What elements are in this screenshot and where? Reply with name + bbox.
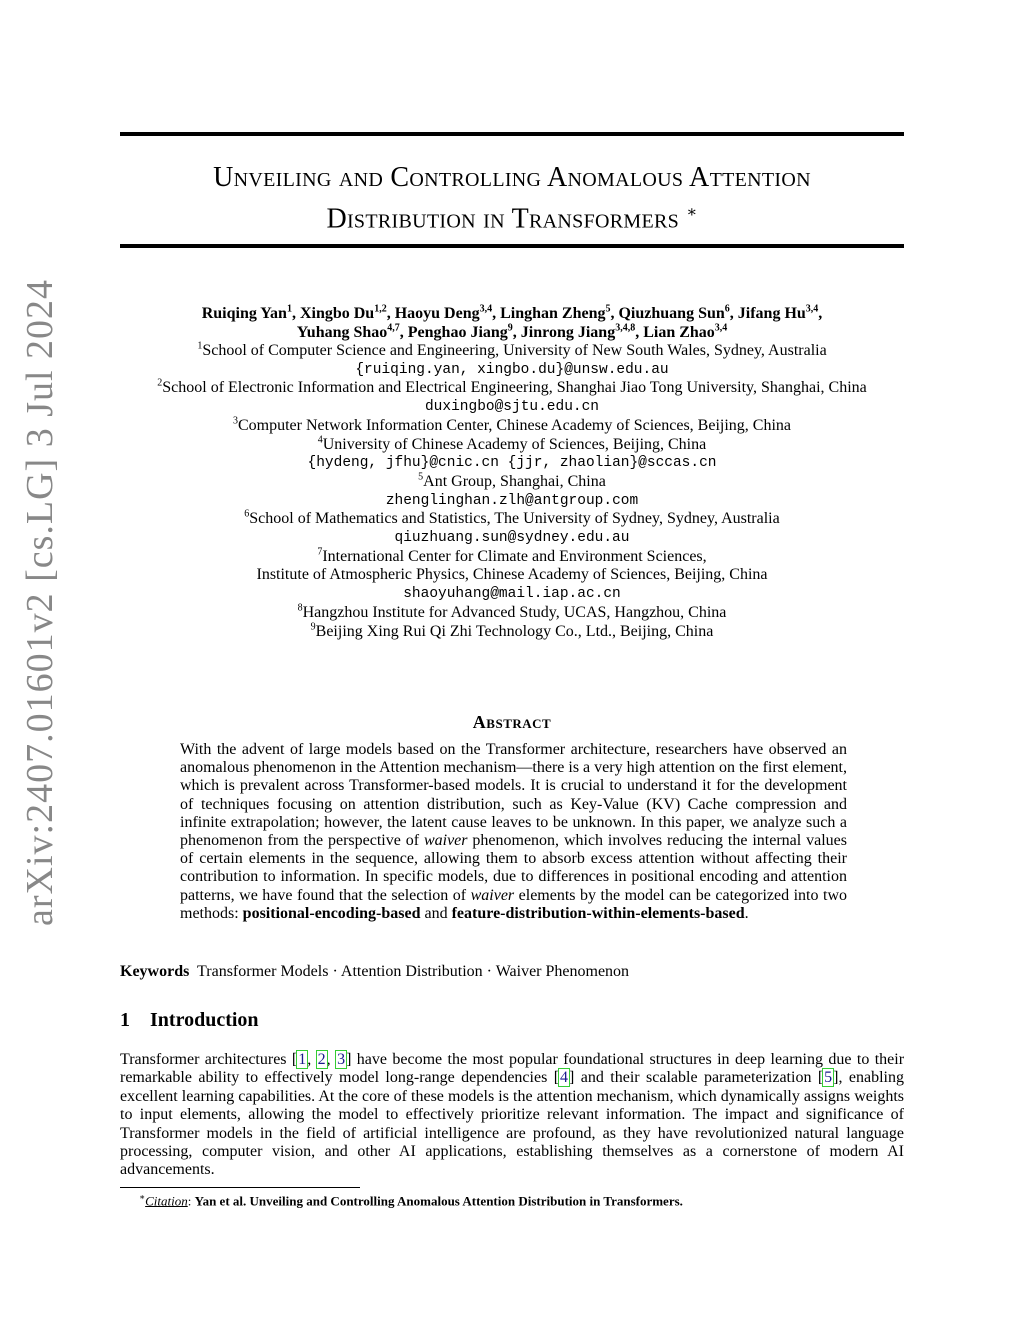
footnote-colon: : — [187, 1193, 195, 1209]
abstract-heading: Abstract — [472, 712, 552, 732]
affiliation-2 — [120, 379, 904, 398]
footnote-text: Yan et al. Unveiling and Controlling Anomalous Attention Distribution in Transformers. — [194, 1193, 683, 1209]
citation-link[interactable]: 5 — [824, 1069, 833, 1087]
author-name: Ruiqing Yan — [201, 305, 287, 322]
footnote-citation-label[interactable]: Citation — [145, 1193, 188, 1209]
title-footnote-marker[interactable]: ∗ — [686, 204, 698, 221]
author-line-1: Ruiqing Yan$^1$, Xingbo Du$^{1,2}$, Haoyu Deng$^{3,4}$, Linghan Zheng$^5$, Qiuzhuang Sun$^6$, Jifang Hu$^{3,4}$, — [201, 303, 823, 322]
affiliation-3 — [120, 417, 904, 436]
author-name: Linghan Zheng — [500, 305, 606, 322]
intro-text: ] have become the most popular foundational structures in deep learning due to their remarkable ability to effectively model long-range dependencies [ — [120, 1051, 905, 1087]
footnote — [139, 1192, 683, 1209]
affiliation-number: 5 — [418, 471, 424, 483]
keywords-text: Transformer Models · Attention Distribution · Waiver Phenomenon — [197, 963, 630, 980]
title-bottom-rule — [120, 244, 904, 248]
author-name: Qiuzhuang Sun — [618, 305, 725, 322]
abstract-text: and — [420, 904, 452, 922]
author-affiliation-marker: 6 — [724, 303, 730, 315]
affiliation-text: Computer Network Information Center, Chinese Academy of Sciences, Beijing, China — [237, 416, 791, 434]
citation-link[interactable]: 3 — [337, 1051, 346, 1068]
author-affiliation-marker: 3,4,8 — [615, 322, 636, 334]
author-name: Jinrong Jiang — [520, 324, 616, 341]
affiliation-4 — [120, 436, 904, 455]
title-line-1: Unveiling and Controlling Anomalous Attention — [213, 162, 811, 193]
affiliation-number: 7 — [317, 546, 323, 558]
keywords-line — [120, 963, 629, 981]
affiliation-9 — [120, 623, 904, 642]
abstract-bold-term: feature-distribution-within-elements-based — [451, 904, 745, 922]
affiliation-number: 6 — [244, 509, 250, 520]
abstract-bold-term: positional-encoding-based — [242, 904, 421, 922]
author-affiliation-marker: 3,4 — [714, 322, 728, 334]
intro-text: , — [326, 1051, 337, 1068]
affiliation-text: School of Computer Science and Engineering, University of New South Wales, Sydney, Australia — [202, 342, 827, 359]
affiliation-number: 3 — [232, 415, 238, 427]
affiliation-text: Hangzhou Institute for Advanced Study, UCAS, Hangzhou, China — [302, 603, 727, 621]
affiliation-6 — [120, 510, 904, 529]
section-heading — [120, 1009, 259, 1032]
affiliation-number: 4 — [317, 434, 323, 446]
affiliation-text: Beijing Xing Rui Qi Zhi Technology Co., Ltd., Beijing, China — [315, 622, 714, 640]
author-affiliation-marker: 1 — [286, 303, 292, 315]
affiliation-number: 8 — [297, 602, 303, 614]
intro-text: ] and their scalable parameterization [ — [569, 1069, 824, 1087]
affiliation-1 — [120, 342, 904, 361]
affiliation-list — [120, 342, 904, 641]
footnote-divider — [120, 1187, 360, 1188]
author-name: Jifang Hu — [737, 305, 806, 322]
intro-text: Transformer architectures [ — [120, 1051, 298, 1068]
affiliation-text: University of Chinese Academy of Sciences, Beijing, China — [322, 435, 707, 453]
paper-title — [120, 160, 904, 236]
intro-text: ], enabling excellent learning capabilities. At the core of these models is the attention mechanism, which dynamically assigns weights to input elements, allowing the model to effectively prioritize relevant information. The impact and significance of Transformer models in the field of artificial intelligence are profound, as they have revolutionized natural language processing, computer vision, and other AI applications, establishing themselves as a cornerstone of modern AI advancements. — [120, 1069, 904, 1179]
footnote-marker: ∗ — [139, 1192, 146, 1202]
abstract-text: With the advent of large models based on the Transformer architecture, researchers have observed an anomalous phenomenon in the Attention mechanism—there is a very high attention on the first element, which is prevalent across Transformer-based models. It is crucial to understand it for the development of techniques focusing on attention distribution, such as Key-Value (KV) Cache compression and infinite extrapolation; however, the latent cause leaves to be unknown. In this paper, we analyze such a phenomenon from the perspective of — [180, 741, 847, 850]
abstract-emphasis: waiver — [470, 886, 515, 904]
affiliation-number: 1 — [197, 340, 203, 352]
citation-link[interactable]: 2 — [317, 1051, 326, 1068]
arxiv-sidebar-id: arXiv:2407.01601v2 [cs.LG] 3 Jul 2024 — [19, 278, 61, 926]
title-top-rule — [120, 132, 904, 136]
title-line-2-text: Distribution in Transformers — [326, 203, 680, 235]
title-line-2 — [120, 195, 904, 236]
author-affiliation-marker: 3,4 — [805, 303, 819, 315]
affiliation-number: 2 — [157, 378, 163, 390]
citation-link[interactable]: 4 — [560, 1069, 569, 1087]
author-affiliation-marker: 9 — [507, 322, 513, 334]
affiliation-text: Ant Group, Shanghai, China — [423, 472, 606, 490]
author-affiliation-marker: 3,4 — [479, 303, 493, 315]
abstract-text: . — [744, 904, 749, 922]
author-name: Haoyu Deng — [394, 305, 480, 322]
affiliation-1-email[interactable]: {ruiqing.yan, xingbo.du}@unsw.edu.au — [355, 361, 669, 378]
author-name: Xingbo Du — [299, 305, 375, 322]
abstract-body — [180, 741, 847, 923]
affiliation-6-email[interactable]: qiuzhuang.sun@sydney.edu.au — [394, 530, 630, 547]
author-name: Yuhang Shao — [296, 324, 388, 341]
affiliation-text: School of Electronic Information and Electrical Engineering, Shanghai Jiao Tong University, Shanghai, China — [162, 379, 867, 397]
affiliation-number: 9 — [310, 621, 316, 633]
author-affiliation-marker: 4,7 — [387, 322, 400, 334]
affiliation-5 — [120, 473, 904, 492]
affiliation-7-line-2: Institute of Atmospheric Physics, Chinese Academy of Sciences, Beijing, China — [256, 566, 768, 584]
abstract-text: elements by the model can be categorized into two methods: — [180, 886, 847, 922]
author-name: Lian Zhao — [643, 324, 715, 341]
affiliation-5-email[interactable]: zhenglinghan.zlh@antgroup.com — [385, 492, 639, 509]
section-title: Introduction — [150, 1009, 259, 1031]
author-block — [120, 304, 904, 641]
citation-link[interactable]: 1 — [298, 1051, 307, 1068]
author-affiliation-marker: 5 — [605, 303, 611, 315]
affiliation-4-email[interactable]: {hydeng, jfhu}@cnic.cn {jjr, zhaolian}@sccas.cn — [307, 455, 717, 472]
section-number: 1 — [120, 1009, 130, 1031]
affiliation-8 — [120, 604, 904, 623]
intro-text: , — [307, 1051, 317, 1068]
affiliation-text: International Center for Climate and Environment Sciences, — [322, 547, 707, 565]
author-affiliation-marker: 1,2 — [374, 303, 387, 315]
affiliation-2-email[interactable]: duxingbo@sjtu.edu.cn — [424, 399, 600, 416]
author-line-2: Yuhang Shao$^{4,7}$, Penghao Jiang$^9$, Jinrong Jiang$^{3,4,8}$, Lian Zhao$^{3,4}$ — [296, 322, 728, 341]
affiliation-text: School of Mathematics and Statistics, The University of Sydney, Sydney, Australia — [249, 510, 780, 528]
abstract-emphasis: waiver — [423, 832, 468, 850]
abstract-text: phenomenon, which involves reducing the internal values of certain elements in the sequence, allowing them to absorb excess attention without affecting their contribution to information. In specific models, due to differences in positional encoding and attention patterns, we have found that the selection of — [180, 832, 847, 904]
affiliation-7-email[interactable]: shaoyuhang@mail.iap.ac.cn — [403, 586, 621, 603]
author-name: Penghao Jiang — [407, 324, 508, 341]
affiliation-7 — [120, 548, 904, 567]
intro-paragraph — [120, 1051, 904, 1180]
keywords-label: Keywords — [120, 963, 190, 980]
